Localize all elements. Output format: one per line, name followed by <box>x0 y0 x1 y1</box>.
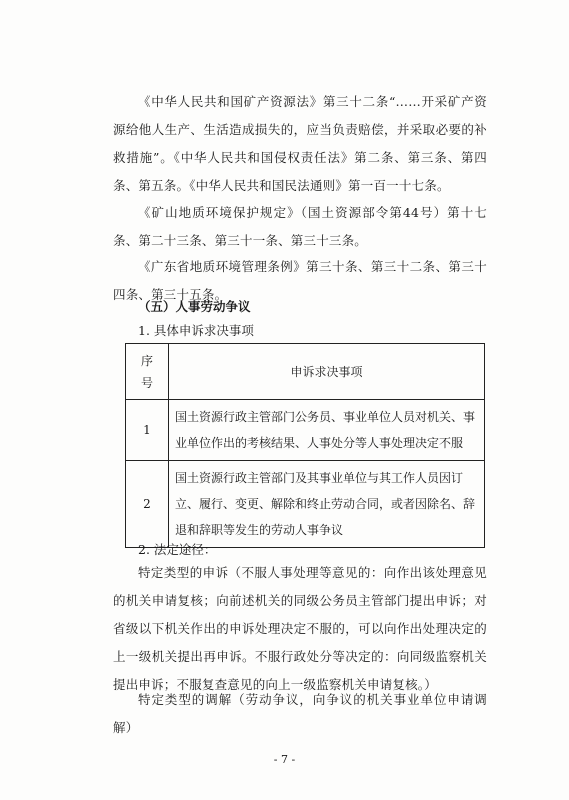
page-number: - 7 - <box>273 753 296 766</box>
table-cell-number: 2 <box>126 461 169 548</box>
table-row <box>126 461 485 548</box>
routes-paragraph-1: 特定类型的申诉（不服人事处理等意见的：向作出该处理意见的机关申请复核；向前述机关的同级公务员主管部门提出申诉；对省级以下机关作出的申诉处理决定不服的，可以向作出处理决定的上一级机关提出再申诉。不服行政处分等决定的：向同级监察机关提出申诉；不服复查意见的向上一级监察机关申请复核。） <box>113 565 487 692</box>
section-heading: （五）人事劳动争议 <box>138 299 251 314</box>
legal-basis-paragraph-3: 《广东省地质环境管理条例》第三十条、第三十二条、第三十四条、第三十五条。 <box>113 259 487 302</box>
legal-basis-paragraph-2: 《矿山地质环境保护规定》（国土资源部令第44号）第十七条、第二十三条、第三十一条、第三十三条。 <box>113 205 487 248</box>
table-row <box>126 400 485 461</box>
table-header-number-line1: 序 <box>140 353 153 368</box>
table-header-matter: 申诉求决事项 <box>169 344 485 400</box>
table-cell-matter: 国土资源行政主管部门公务员、事业单位人员对机关、事业单位作出的考核结果、人事处分等人事处理决定不服 <box>169 400 485 461</box>
complaint-matters-table <box>125 343 485 548</box>
table-header-number <box>126 344 169 400</box>
item1-title: 1. 具体申诉求决事项 <box>138 323 254 338</box>
table-cell-number: 1 <box>126 400 169 461</box>
item2-title: 2. 法定途径： <box>138 542 217 557</box>
table-cell-matter: 国土资源行政主管部门及其事业单位与其工作人员因订立、履行、变更、解除和终止劳动合同，或者因除名、辞退和辞职等发生的劳动人事争议 <box>169 461 485 548</box>
table-header-number-line2: 号 <box>140 375 153 390</box>
table-header-row <box>126 344 485 400</box>
routes-paragraph-2: 特定类型的调解（劳动争议，向争议的机关事业单位申请调解） <box>113 692 487 735</box>
legal-basis-paragraph-1: 《中华人民共和国矿产资源法》第三十二条“……开采矿产资源给他人生产、生活造成损失的，应当负责赔偿，并采取必要的补救措施”。《中华人民共和国侵权责任法》第二条、第三条、第四条、第五条。《中华人民共和国民法通则》第一百一十七条。 <box>113 94 487 193</box>
